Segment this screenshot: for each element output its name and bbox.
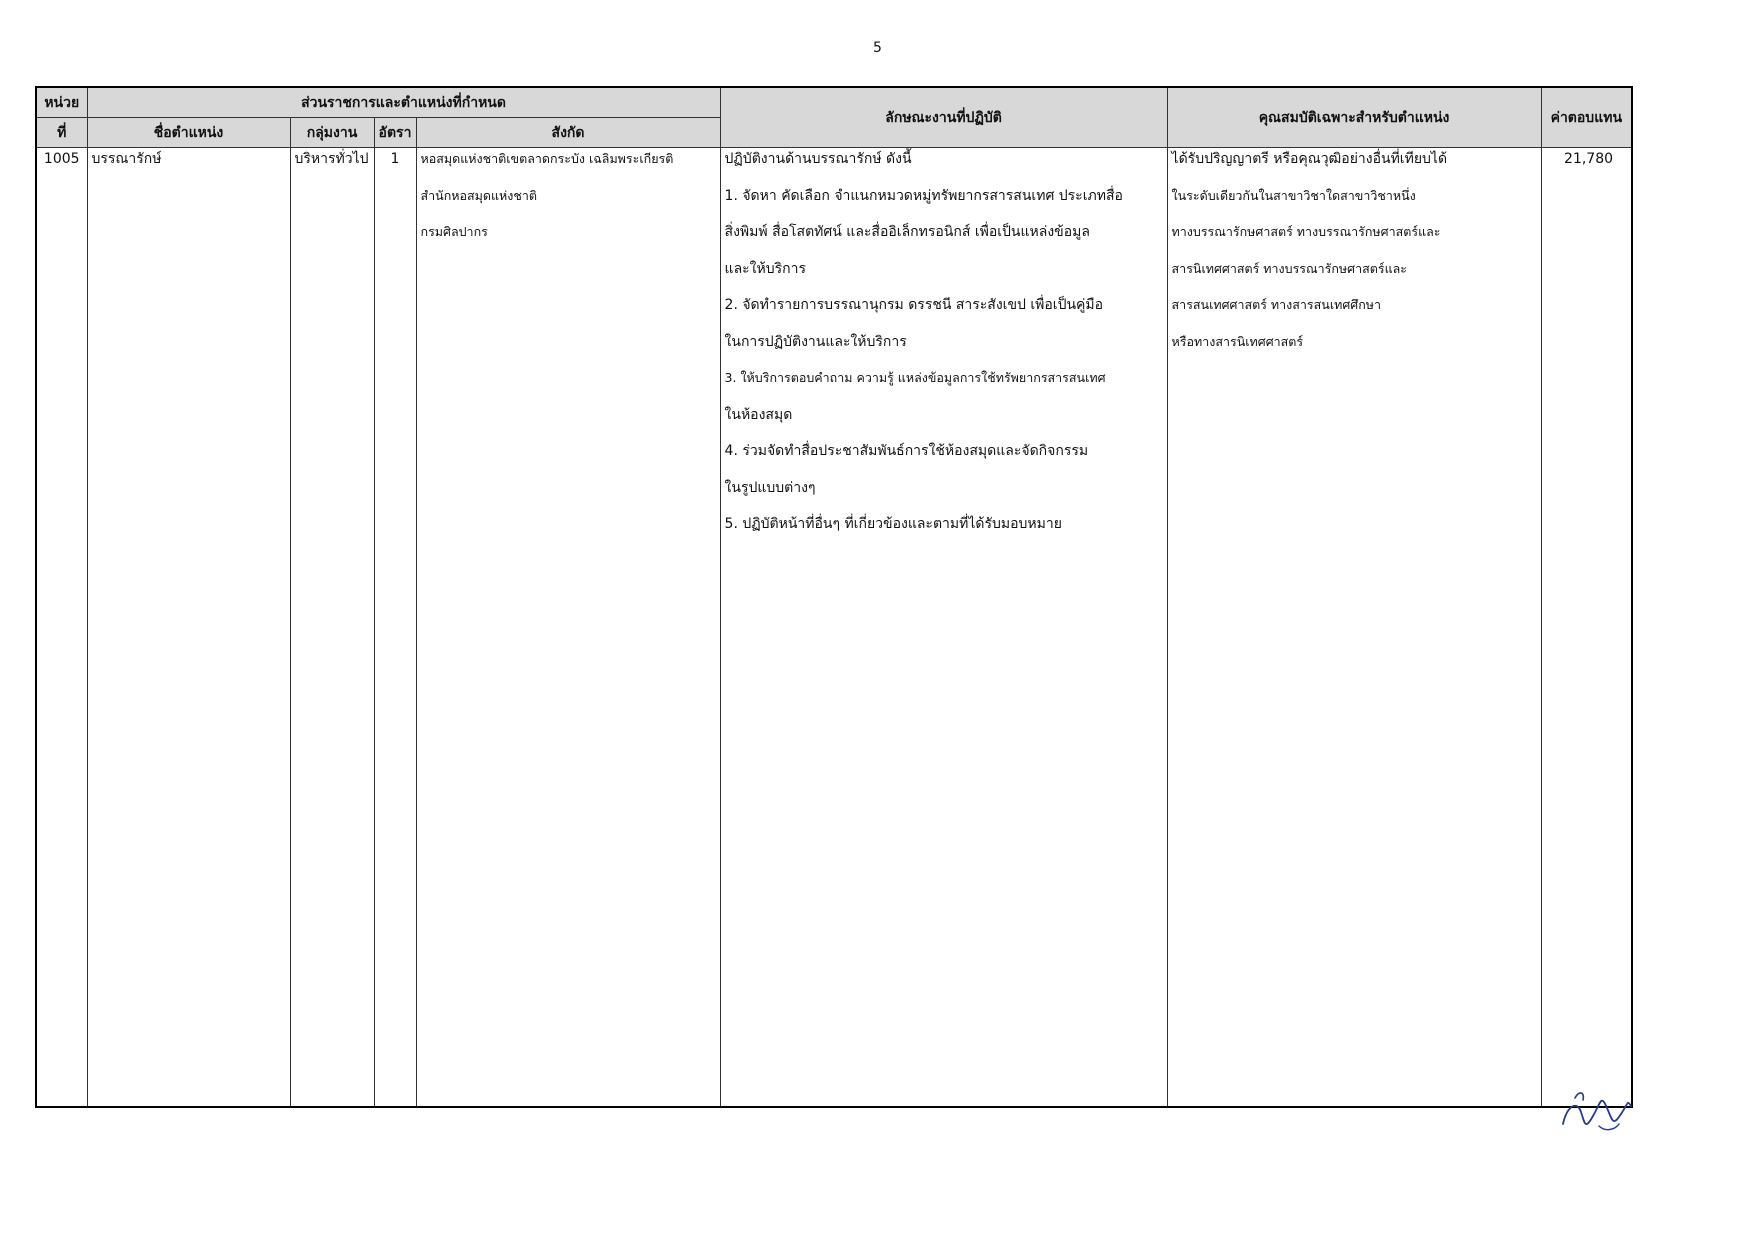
duty-line: 5. ปฏิบัติหน้าที่อื่นๆ ที่เกี่ยวข้องและตามที่ได้รับมอบหมาย (724, 516, 1062, 532)
header-work-group: กลุ่มงาน (290, 118, 374, 148)
affiliation-line: สำนักหอสมุดแห่งชาติ (420, 187, 538, 203)
qualification-line: สารสนเทศศาสตร์ ทางสารสนเทศศึกษา (1171, 297, 1382, 312)
work-group: บริหารทั่วไป (294, 151, 369, 167)
header-unit-bottom: ที่ (36, 118, 87, 148)
duty-line: ปฏิบัติงานด้านบรรณารักษ์ ดังนี้ (724, 151, 912, 167)
cell-qualifications (1167, 148, 1541, 1108)
duty-line: 4. ร่วมจัดทำสื่อประชาสัมพันธ์การใช้ห้องสมุดและจัดกิจกรรม (724, 443, 1089, 459)
affiliation-line: หอสมุดแห่งชาติเขตลาดกระบัง เฉลิมพระเกียรติ (420, 151, 674, 166)
header-affiliation: สังกัด (416, 118, 720, 148)
qualification-line: ในระดับเดียวกันในสาขาวิชาใดสาขาวิชาหนึ่ง (1171, 187, 1416, 203)
positions-table (35, 86, 1633, 1108)
duty-line: ในการปฏิบัติงานและให้บริการ (724, 333, 907, 350)
duty-line: ในรูปแบบต่างๆ (724, 479, 816, 496)
duty-line: ในห้องสมุด (724, 406, 793, 423)
qualification-line: สารนิเทศศาสตร์ ทางบรรณารักษศาสตร์และ (1171, 260, 1407, 276)
cell-affiliation (416, 148, 720, 1108)
cell-compensation (1541, 148, 1632, 1108)
header-compensation: ค่าตอบแทน (1541, 87, 1632, 148)
position-name: บรรณารักษ์ (91, 151, 162, 167)
cell-unit (36, 148, 87, 1108)
affiliation-line: กรมศิลปากร (420, 224, 488, 239)
signature-mark (1555, 1086, 1635, 1136)
duty-line: สิ่งพิมพ์ สื่อโสตทัศน์ และสื่ออิเล็กทรอนิกส์ เพื่อเป็นแหล่งข้อมูล (724, 224, 1090, 240)
duty-line: 2. จัดทำรายการบรรณานุกรม ดรรชนี สาระสังเขป เพื่อเป็นคู่มือ (724, 297, 1104, 313)
qualification-line: ทางบรรณารักษศาสตร์ ทางบรรณารักษศาสตร์และ (1171, 224, 1441, 239)
page-number: 5 (873, 40, 882, 56)
header-duties: ลักษณะงานที่ปฏิบัติ (720, 87, 1167, 148)
header-unit-top: หน่วย (36, 87, 87, 118)
duty-line: 3. ให้บริการตอบคำถาม ความรู้ แหล่งข้อมูลการใช้ทรัพยากรสารสนเทศ (724, 370, 1106, 385)
cell-rate (374, 148, 416, 1108)
cell-duties (720, 148, 1167, 1108)
qualification-line: ได้รับปริญญาตรี หรือคุณวุฒิอย่างอื่นที่เทียบได้ (1171, 151, 1448, 167)
unit-number: 1005 (43, 151, 80, 167)
header-qualifications: คุณสมบัติเฉพาะสำหรับตำแหน่ง (1167, 87, 1541, 148)
cell-position (87, 148, 290, 1108)
duty-line: 1. จัดหา คัดเลือก จำแนกหมวดหมู่ทรัพยากรสารสนเทศ ประเภทสื่อ (724, 187, 1123, 204)
duty-line: และให้บริการ (724, 260, 806, 277)
header-group-title: ส่วนราชการและตำแหน่งที่กำหนด (87, 87, 720, 118)
table-row (36, 148, 1632, 1108)
header-position: ชื่อตำแหน่ง (87, 118, 290, 148)
qualification-line: หรือทางสารนิเทศศาสตร์ (1171, 333, 1304, 349)
header-rate: อัตรา (374, 118, 416, 148)
cell-work-group (290, 148, 374, 1108)
rate-value: 1 (390, 151, 400, 167)
compensation-value: 21,780 (1564, 151, 1614, 167)
